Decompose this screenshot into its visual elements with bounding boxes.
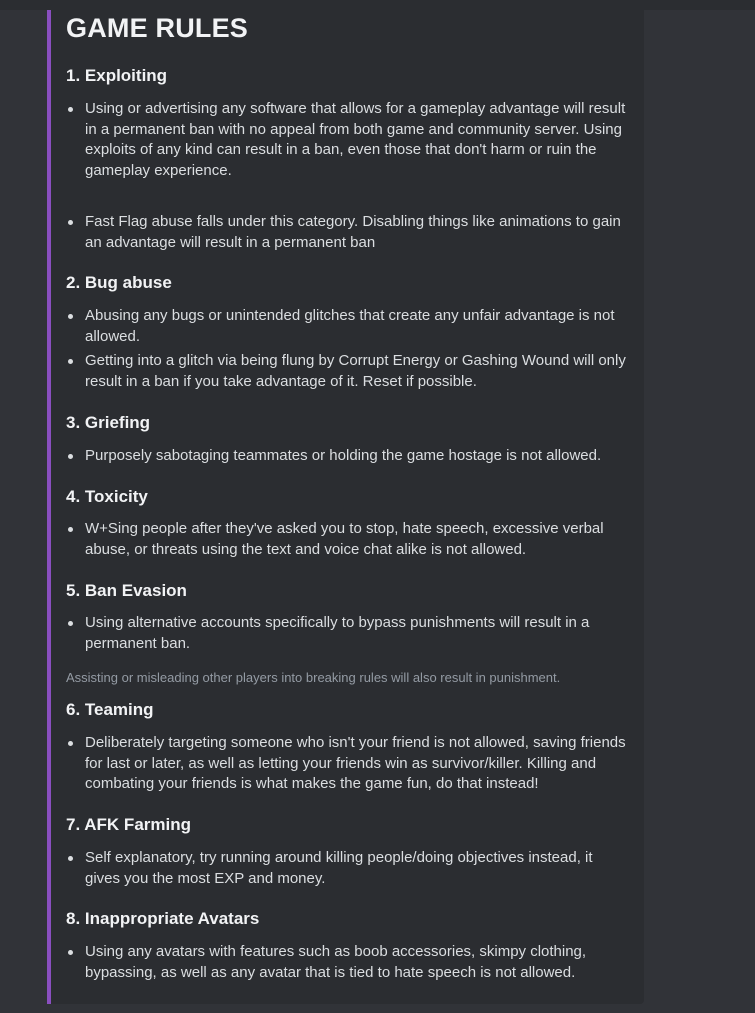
section-exploiting-list-2	[66, 212, 630, 253]
bullet-icon	[68, 359, 73, 364]
list-item: W+Sing people after they've asked you to stop, hate speech, excessive verbal abuse, or threats using the text and voice chat alike is not allowed.	[66, 519, 630, 560]
list-item: Using or advertising any software that allows for a gameplay advantage will result in a permanent ban with no appeal from both game and community server. Using exploits of any kind can result in a ban, even those that don't harm or ruin the gameplay experience.	[66, 99, 630, 181]
bullet-icon	[68, 107, 73, 112]
section-afk-farming	[66, 814, 630, 836]
section-teaming-list	[66, 733, 644, 795]
section-bug-abuse	[66, 272, 630, 294]
list-item: Self explanatory, try running around killing people/doing objectives instead, it gives you the most EXP and money.	[66, 848, 630, 889]
section-teaming	[66, 699, 630, 721]
bullet-icon	[68, 950, 73, 955]
section-heading: 5. Ban Evasion	[66, 581, 187, 600]
bullet-icon	[68, 314, 73, 319]
section-ban-evasion	[66, 580, 630, 602]
section-exploiting-list	[66, 99, 630, 181]
section-exploiting	[66, 65, 630, 87]
section-toxicity-list	[66, 519, 630, 560]
list-item: Fast Flag abuse falls under this category. Disabling things like animations to gain an advantage will result in a permanent ban	[66, 212, 630, 253]
section-heading: 3. Griefing	[66, 413, 151, 432]
section-heading: 2. Bug abuse	[66, 273, 172, 292]
section-heading: 6. Teaming	[66, 700, 154, 719]
section-inappropriate-avatars	[66, 908, 630, 930]
section-inappropriate-avatars-list	[66, 942, 630, 983]
top-bar	[0, 0, 755, 10]
section-afk-farming-list	[66, 848, 630, 889]
list-item: Using any avatars with features such as boob accessories, skimpy clothing, bypassing, as well as any avatar that is tied to hate speech is not allowed.	[66, 942, 630, 983]
section-bug-abuse-list	[66, 306, 630, 392]
ban-evasion-note: Assisting or misleading other players into breaking rules will also result in punishment.	[66, 670, 561, 685]
section-heading: 7. AFK Farming	[66, 815, 191, 834]
bullet-icon	[68, 527, 73, 532]
bullet-icon	[68, 454, 73, 459]
embed-title: GAME RULES	[66, 13, 249, 43]
bullet-icon	[68, 621, 73, 626]
list-item: Using alternative accounts specifically to bypass punishments will result in a permanent ban.	[66, 613, 630, 654]
section-heading: 4. Toxicity	[66, 487, 148, 506]
section-griefing-list	[66, 446, 630, 467]
section-heading: 8. Inappropriate Avatars	[66, 909, 260, 928]
list-item: Getting into a glitch via being flung by Corrupt Energy or Gashing Wound will only result in a ban if you take advantage of it. Reset if possible.	[66, 351, 630, 392]
list-item: Purposely sabotaging teammates or holding the game hostage is not allowed.	[66, 446, 630, 467]
bullet-icon	[68, 856, 73, 861]
section-heading: 1. Exploiting	[66, 66, 168, 85]
rules-embed	[47, 10, 644, 1004]
list-item: Deliberately targeting someone who isn't your friend is not allowed, saving friends for last or later, as well as letting your friends win as survivor/killer. Killing and combating your friends is what makes the game fun, do that instead!	[66, 733, 644, 795]
bullet-icon	[68, 741, 73, 746]
list-item: Abusing any bugs or unintended glitches that create any unfair advantage is not allowed.	[66, 306, 630, 347]
section-toxicity	[66, 486, 630, 508]
section-ban-evasion-list	[66, 613, 630, 654]
section-griefing	[66, 412, 630, 434]
bullet-icon	[68, 220, 73, 225]
